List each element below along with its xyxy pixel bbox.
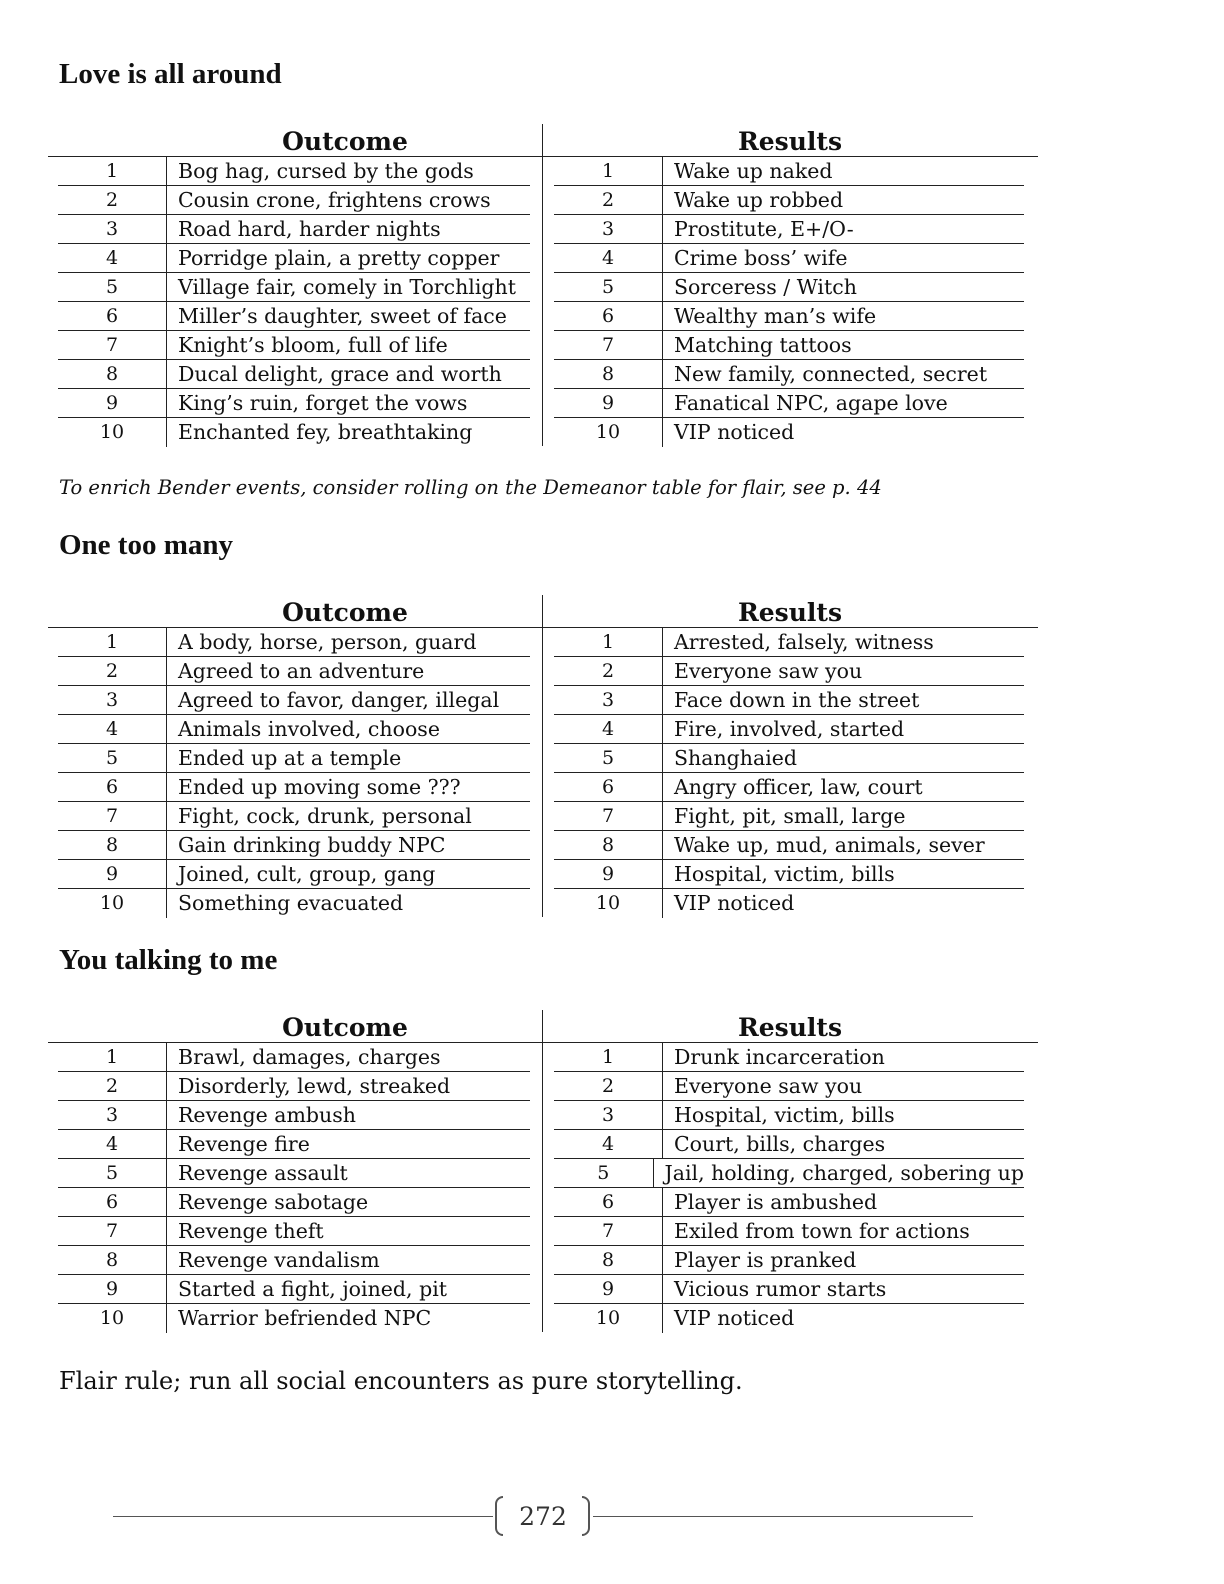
- section-title: One too many: [59, 529, 233, 561]
- result-row: [554, 186, 1024, 215]
- outcome-text: Ducal delight, grace and worth: [178, 362, 502, 386]
- outcome-row: [58, 860, 530, 889]
- outcome-row: [58, 802, 530, 831]
- outcome-text: Brawl, damages, charges: [178, 1045, 441, 1069]
- outcome-row: [58, 360, 530, 389]
- result-text: Vicious rumor starts: [674, 1277, 887, 1301]
- outcome-row: [58, 273, 530, 302]
- roll-number: 1: [554, 628, 663, 656]
- roll-number: 3: [554, 215, 663, 243]
- outcome-row: [58, 1130, 530, 1159]
- roll-number: 8: [554, 1246, 663, 1274]
- roll-table: [48, 1010, 1038, 1332]
- roll-number: 7: [554, 331, 663, 359]
- outcome-row: [58, 186, 530, 215]
- outcome-row: [58, 1188, 530, 1217]
- outcome-column: [58, 1043, 530, 1333]
- roll-number: 3: [58, 215, 167, 243]
- roll-number: 9: [58, 389, 167, 417]
- outcome-text: Something evacuated: [178, 891, 404, 915]
- roll-number: 4: [58, 715, 167, 743]
- roll-number: 4: [554, 244, 663, 272]
- roll-number: 4: [58, 244, 167, 272]
- result-text: Jail, holding, charged, sobering up: [664, 1161, 1024, 1185]
- result-text: Hospital, victim, bills: [674, 862, 895, 886]
- outcome-column: [58, 157, 530, 447]
- outcome-row: [58, 1072, 530, 1101]
- result-row: [554, 1246, 1024, 1275]
- result-row: [554, 1304, 1024, 1333]
- outcome-column: [58, 628, 530, 918]
- roll-number: 3: [554, 686, 663, 714]
- result-text: Everyone saw you: [674, 659, 863, 683]
- roll-number: 1: [554, 157, 663, 185]
- roll-number: 5: [554, 744, 663, 772]
- result-text: VIP noticed: [674, 1306, 795, 1330]
- result-row: [554, 389, 1024, 418]
- roll-number: 8: [58, 831, 167, 859]
- roll-number: 3: [58, 686, 167, 714]
- outcome-text: Agreed to an adventure: [178, 659, 425, 683]
- result-text: VIP noticed: [674, 891, 795, 915]
- roll-number: 8: [58, 360, 167, 388]
- result-column: [554, 1043, 1024, 1333]
- roll-number: 9: [554, 389, 663, 417]
- result-row: [554, 360, 1024, 389]
- section-title: Love is all around: [59, 58, 282, 90]
- outcome-text: Gain drinking buddy NPC: [178, 833, 446, 857]
- result-text: Matching tattoos: [674, 333, 852, 357]
- roll-number: 2: [554, 186, 663, 214]
- roll-number: 10: [554, 1304, 663, 1333]
- result-row: [554, 889, 1024, 918]
- roll-number: 10: [554, 889, 663, 918]
- outcome-text: Ended up at a temple: [178, 746, 402, 770]
- result-row: [554, 157, 1024, 186]
- result-text: Face down in the street: [674, 688, 920, 712]
- outcome-text: King’s ruin, forget the vows: [178, 391, 468, 415]
- outcome-text: Bog hag, cursed by the gods: [178, 159, 474, 183]
- roll-number: 7: [58, 331, 167, 359]
- result-row: [554, 744, 1024, 773]
- roll-number: 6: [58, 302, 167, 330]
- outcome-row: [58, 686, 530, 715]
- roll-number: 4: [554, 1130, 663, 1158]
- outcome-row: [58, 1159, 530, 1188]
- roll-number: 9: [58, 860, 167, 888]
- roll-number: 2: [58, 186, 167, 214]
- results-header: Results: [737, 127, 843, 156]
- outcome-text: Revenge fire: [178, 1132, 310, 1156]
- outcome-text: Revenge assault: [178, 1161, 348, 1185]
- roll-number: 5: [58, 273, 167, 301]
- result-text: Exiled from town for actions: [674, 1219, 970, 1243]
- column-divider: [542, 124, 543, 446]
- results-header: Results: [737, 1013, 843, 1042]
- outcome-row: [58, 389, 530, 418]
- roll-number: 10: [554, 418, 663, 447]
- outcome-text: Warrior befriended NPC: [178, 1306, 432, 1330]
- roll-number: 8: [554, 831, 663, 859]
- outcome-header: Outcome: [282, 598, 408, 627]
- roll-number: 7: [554, 802, 663, 830]
- result-row: [554, 1217, 1024, 1246]
- outcome-text: Ended up moving some ???: [178, 775, 461, 799]
- roll-number: 1: [58, 1043, 167, 1071]
- outcome-row: [58, 1275, 530, 1304]
- results-header: Results: [737, 598, 843, 627]
- result-text: Everyone saw you: [674, 1074, 863, 1098]
- outcome-text: Animals involved, choose: [178, 717, 440, 741]
- result-text: Fanatical NPC, agape love: [674, 391, 948, 415]
- roll-table: [48, 124, 1038, 446]
- result-row: [554, 1130, 1024, 1159]
- result-row: [554, 273, 1024, 302]
- outcome-text: Joined, cult, group, gang: [178, 862, 436, 886]
- column-divider: [542, 595, 543, 917]
- result-text: Crime boss’ wife: [674, 246, 848, 270]
- result-text: Wealthy man’s wife: [674, 304, 877, 328]
- footer-rule-left: [113, 1516, 493, 1517]
- result-text: Hospital, victim, bills: [674, 1103, 895, 1127]
- column-divider: [542, 1010, 543, 1332]
- result-row: [554, 1159, 1024, 1188]
- result-text: Player is ambushed: [674, 1190, 878, 1214]
- page-number-brace-left: [495, 1496, 503, 1536]
- outcome-text: Fight, cock, drunk, personal: [178, 804, 472, 828]
- roll-number: 6: [58, 1188, 167, 1216]
- roll-number: 2: [58, 1072, 167, 1100]
- outcome-text: Porridge plain, a pretty copper: [178, 246, 500, 270]
- result-row: [554, 1101, 1024, 1130]
- roll-number: 7: [58, 1217, 167, 1245]
- outcome-header: Outcome: [282, 1013, 408, 1042]
- outcome-text: Revenge vandalism: [178, 1248, 380, 1272]
- result-text: Court, bills, charges: [674, 1132, 886, 1156]
- page-number-brace-right: [582, 1496, 590, 1536]
- outcome-row: [58, 628, 530, 657]
- outcome-row: [58, 418, 530, 447]
- result-row: [554, 331, 1024, 360]
- outcome-header: Outcome: [282, 127, 408, 156]
- outcome-text: Knight’s bloom, full of life: [178, 333, 448, 357]
- result-row: [554, 860, 1024, 889]
- result-row: [554, 215, 1024, 244]
- outcome-row: [58, 773, 530, 802]
- result-text: Prostitute, E+/O-: [674, 217, 854, 241]
- outcome-row: [58, 744, 530, 773]
- outcome-text: Disorderly, lewd, streaked: [178, 1074, 451, 1098]
- roll-number: 3: [58, 1101, 167, 1129]
- result-row: [554, 715, 1024, 744]
- outcome-text: Revenge sabotage: [178, 1190, 369, 1214]
- flair-note: To enrich Bender events, consider rolling on the Demeanor table for flair, see p. 44: [59, 476, 882, 499]
- roll-number: 9: [554, 1275, 663, 1303]
- roll-number: 1: [554, 1043, 663, 1071]
- outcome-text: Agreed to favor, danger, illegal: [178, 688, 500, 712]
- outcome-text: Cousin crone, frightens crows: [178, 188, 491, 212]
- roll-number: 5: [58, 1159, 167, 1187]
- result-row: [554, 1043, 1024, 1072]
- outcome-text: Revenge ambush: [178, 1103, 356, 1127]
- roll-number: 10: [58, 1304, 167, 1333]
- result-text: Fight, pit, small, large: [674, 804, 906, 828]
- roll-number: 8: [58, 1246, 167, 1274]
- roll-number: 2: [554, 657, 663, 685]
- outcome-text: Revenge theft: [178, 1219, 324, 1243]
- outcome-text: Road hard, harder nights: [178, 217, 441, 241]
- result-row: [554, 1188, 1024, 1217]
- roll-number: 2: [58, 657, 167, 685]
- result-text: New family, connected, secret: [674, 362, 988, 386]
- outcome-row: [58, 831, 530, 860]
- result-text: Angry officer, law, court: [674, 775, 923, 799]
- roll-number: 8: [554, 360, 663, 388]
- roll-number: 6: [554, 302, 663, 330]
- outcome-row: [58, 715, 530, 744]
- result-text: Fire, involved, started: [674, 717, 905, 741]
- result-text: Arrested, falsely, witness: [674, 630, 934, 654]
- roll-number: 6: [554, 773, 663, 801]
- result-row: [554, 302, 1024, 331]
- roll-number: 10: [58, 418, 167, 447]
- roll-table: [48, 595, 1038, 917]
- roll-number: 3: [554, 1101, 663, 1129]
- section-title: You talking to me: [59, 944, 278, 976]
- result-row: [554, 244, 1024, 273]
- outcome-row: [58, 302, 530, 331]
- result-text: Wake up naked: [674, 159, 833, 183]
- result-row: [554, 628, 1024, 657]
- result-text: Wake up, mud, animals, sever: [674, 833, 985, 857]
- result-column: [554, 628, 1024, 918]
- outcome-row: [58, 657, 530, 686]
- footer-rule-right: [593, 1516, 973, 1517]
- roll-number: 9: [554, 860, 663, 888]
- outcome-row: [58, 1217, 530, 1246]
- outcome-text: Village fair, comely in Torchlight: [178, 275, 516, 299]
- outcome-row: [58, 157, 530, 186]
- roll-number: 1: [58, 157, 167, 185]
- result-row: [554, 1072, 1024, 1101]
- result-text: Shanghaied: [674, 746, 798, 770]
- outcome-text: Started a fight, joined, pit: [178, 1277, 447, 1301]
- outcome-row: [58, 331, 530, 360]
- page-number: 272: [519, 1502, 567, 1531]
- outcome-text: Miller’s daughter, sweet of face: [178, 304, 507, 328]
- result-row: [554, 802, 1024, 831]
- outcome-row: [58, 1246, 530, 1275]
- roll-number: 5: [554, 273, 663, 301]
- roll-number: 6: [554, 1188, 663, 1216]
- result-row: [554, 418, 1024, 447]
- roll-number: 5: [554, 1159, 654, 1187]
- roll-number: 4: [554, 715, 663, 743]
- outcome-row: [58, 244, 530, 273]
- outcome-text: A body, horse, person, guard: [178, 630, 477, 654]
- result-text: VIP noticed: [674, 420, 795, 444]
- outcome-row: [58, 1043, 530, 1072]
- result-row: [554, 686, 1024, 715]
- roll-number: 5: [58, 744, 167, 772]
- result-row: [554, 1275, 1024, 1304]
- outcome-row: [58, 215, 530, 244]
- result-row: [554, 773, 1024, 802]
- outcome-row: [58, 1101, 530, 1130]
- roll-number: 1: [58, 628, 167, 656]
- roll-number: 4: [58, 1130, 167, 1158]
- result-text: Wake up robbed: [674, 188, 844, 212]
- result-row: [554, 657, 1024, 686]
- result-text: Drunk incarceration: [674, 1045, 885, 1069]
- roll-number: 2: [554, 1072, 663, 1100]
- outcome-row: [58, 889, 530, 918]
- result-text: Player is pranked: [674, 1248, 857, 1272]
- roll-number: 7: [58, 802, 167, 830]
- result-row: [554, 831, 1024, 860]
- roll-number: 10: [58, 889, 167, 918]
- roll-number: 7: [554, 1217, 663, 1245]
- result-text: Sorceress / Witch: [674, 275, 857, 299]
- roll-number: 9: [58, 1275, 167, 1303]
- result-column: [554, 157, 1024, 447]
- outcome-text: Enchanted fey, breathtaking: [178, 420, 473, 444]
- flair-rule: Flair rule; run all social encounters as pure storytelling.: [59, 1367, 743, 1395]
- outcome-row: [58, 1304, 530, 1333]
- roll-number: 6: [58, 773, 167, 801]
